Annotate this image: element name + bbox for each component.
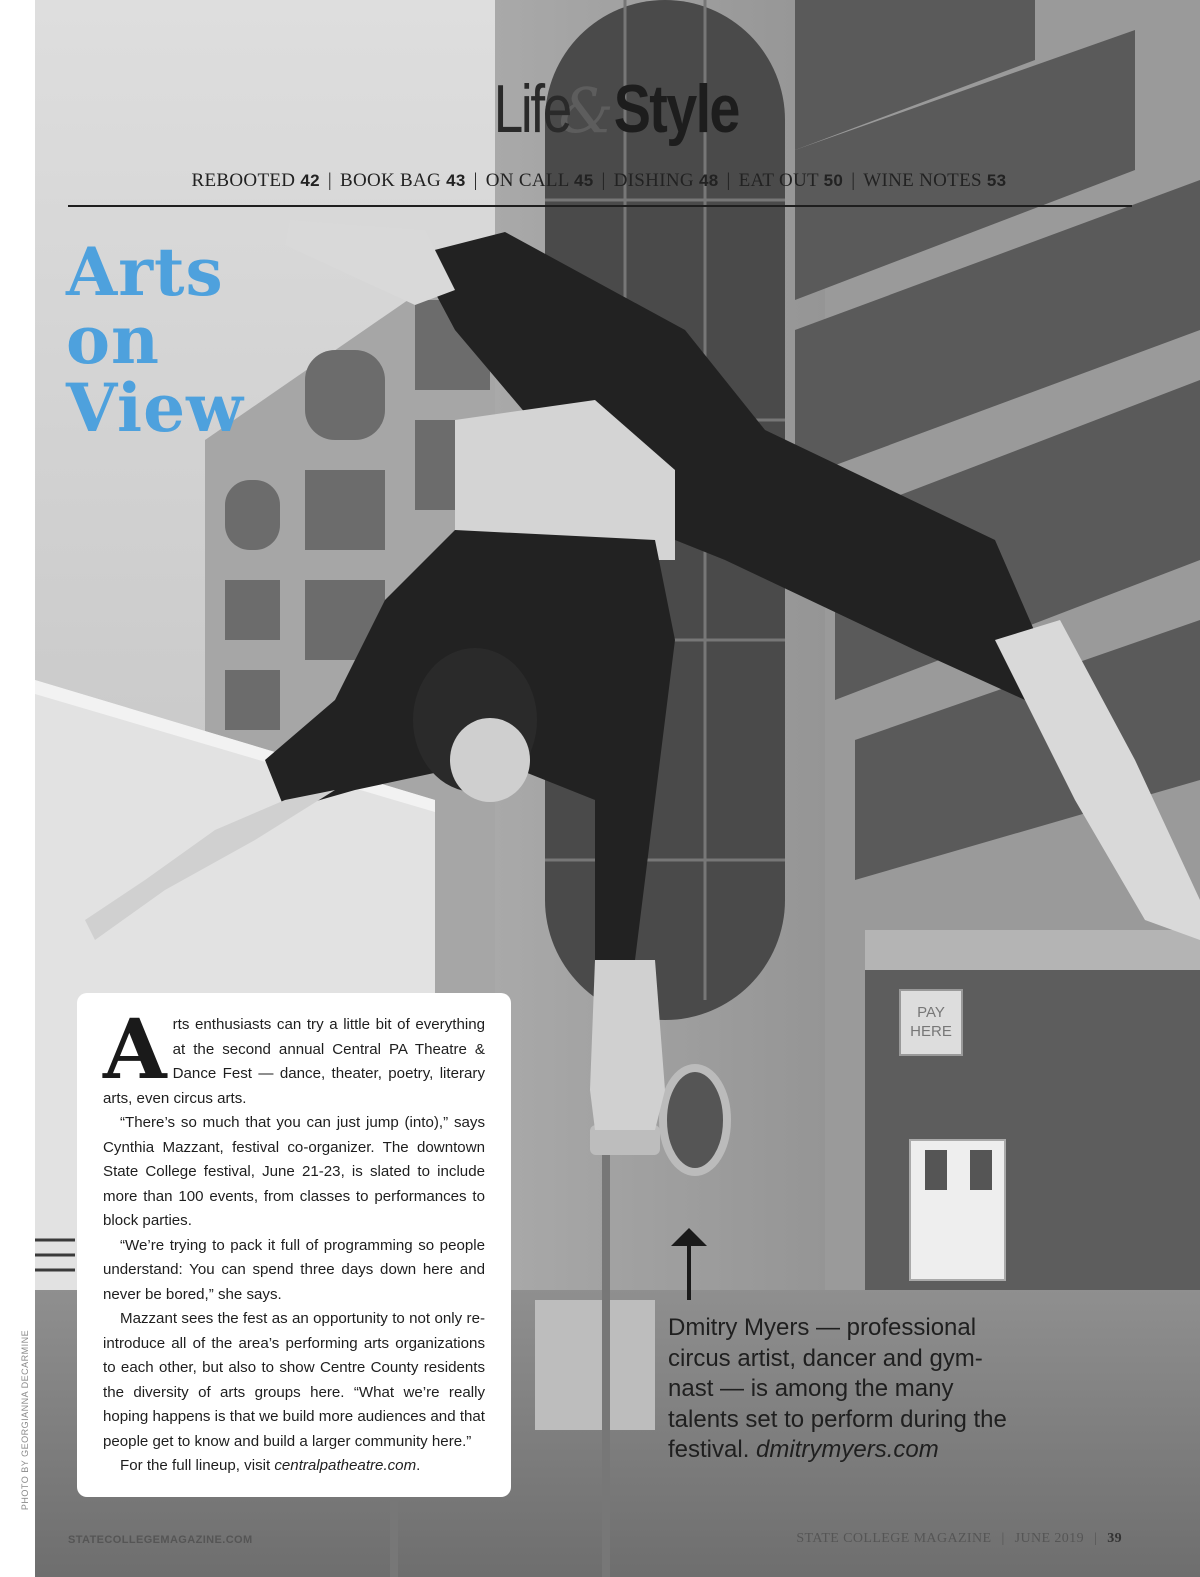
headline-line-1: Arts	[66, 233, 224, 311]
toc-item-on-call[interactable]: ON CALL 45	[485, 170, 594, 191]
arrow-up-icon	[669, 1228, 709, 1300]
paragraph-1: rts enthusiasts can try a little bit of everything at the second annual Central PA Theatre & Dance Fest — dance, theater, poetry, literary arts, even circus arts.	[103, 1016, 485, 1107]
toc-item-wine-notes[interactable]: WINE NOTES 53	[863, 170, 1007, 191]
handstand-pole	[602, 1150, 610, 1577]
footer-page-number: 39	[1107, 1531, 1122, 1546]
footer-magazine-name: STATE COLLEGE MAGAZINE	[796, 1531, 992, 1546]
article-body	[77, 993, 511, 1497]
headline-line-3: View	[66, 369, 244, 447]
svg-text:PAY: PAY	[917, 1004, 945, 1021]
masthead-life: Life	[493, 71, 570, 147]
header-divider	[68, 205, 1132, 207]
toc-item-rebooted[interactable]: REBOOTED 42	[191, 170, 320, 191]
photo-credit-text: PHOTO BY GEORGIANNA DECARMINE	[20, 1329, 30, 1511]
toc-item-book-bag[interactable]: BOOK BAG 43	[339, 170, 466, 191]
section-masthead	[35, 70, 1200, 148]
paragraph-2: “There’s so much that you can just jump (into),” says Cynthia Mazzant, festival co-organizer. The downtown State College festival, June 21-23, is slated to include more than 100 events, from classes to performances to block parties.	[103, 1114, 485, 1229]
caption-text: Dmitry Myers — professional circus artist, dancer and gym-nast — is among the many talents set to perform during the festival.	[668, 1314, 1007, 1463]
photo-caption	[668, 1313, 1008, 1466]
headline-line-2: on	[66, 301, 161, 379]
paragraph-4: Mazzant sees the fest as an opportunity to not only re-introduce all of the area’s performing arts organizations to each other, but also to show Centre County residents the diversity of arts groups here. “What we’re really hoping happens is that we build more audiences and that people get to know and build a larger community here.”	[103, 1310, 485, 1450]
toc-item-eat-out[interactable]: EAT OUT 50	[738, 170, 844, 191]
porthole	[663, 1068, 727, 1172]
svg-text:HERE: HERE	[910, 1023, 952, 1040]
masthead-ampersand: &	[558, 74, 614, 147]
masthead-style: Style	[613, 71, 739, 147]
toc-item-dishing[interactable]: DISHING 48	[613, 170, 719, 191]
photo-credit	[18, 1329, 32, 1511]
lineup-link[interactable]: centralpatheatre.com	[274, 1457, 417, 1474]
article-headline	[66, 233, 244, 447]
paragraph-3: “We’re trying to pack it full of programming so people understand: You can spend three days down here and never be bored,” she says.	[103, 1236, 485, 1303]
paragraph-5: For the full lineup, visit centralpatheatre.com.	[120, 1457, 421, 1474]
footer-issue-date: JUNE 2019	[1014, 1531, 1084, 1546]
caption-link[interactable]: dmitrymyers.com	[756, 1436, 939, 1463]
footer-folio: STATE COLLEGE MAGAZINE | JUNE 2019 | 39	[796, 1531, 1122, 1546]
drop-cap: A	[103, 1002, 167, 1098]
footer-website[interactable]: STATECOLLEGEMAGAZINE.COM	[68, 1534, 253, 1546]
section-contents-bar: REBOOTED 42 | BOOK BAG 43 | ON CALL 45 | DISHING 48 | EAT OUT 50 | WINE NOTES 53	[191, 170, 1007, 191]
